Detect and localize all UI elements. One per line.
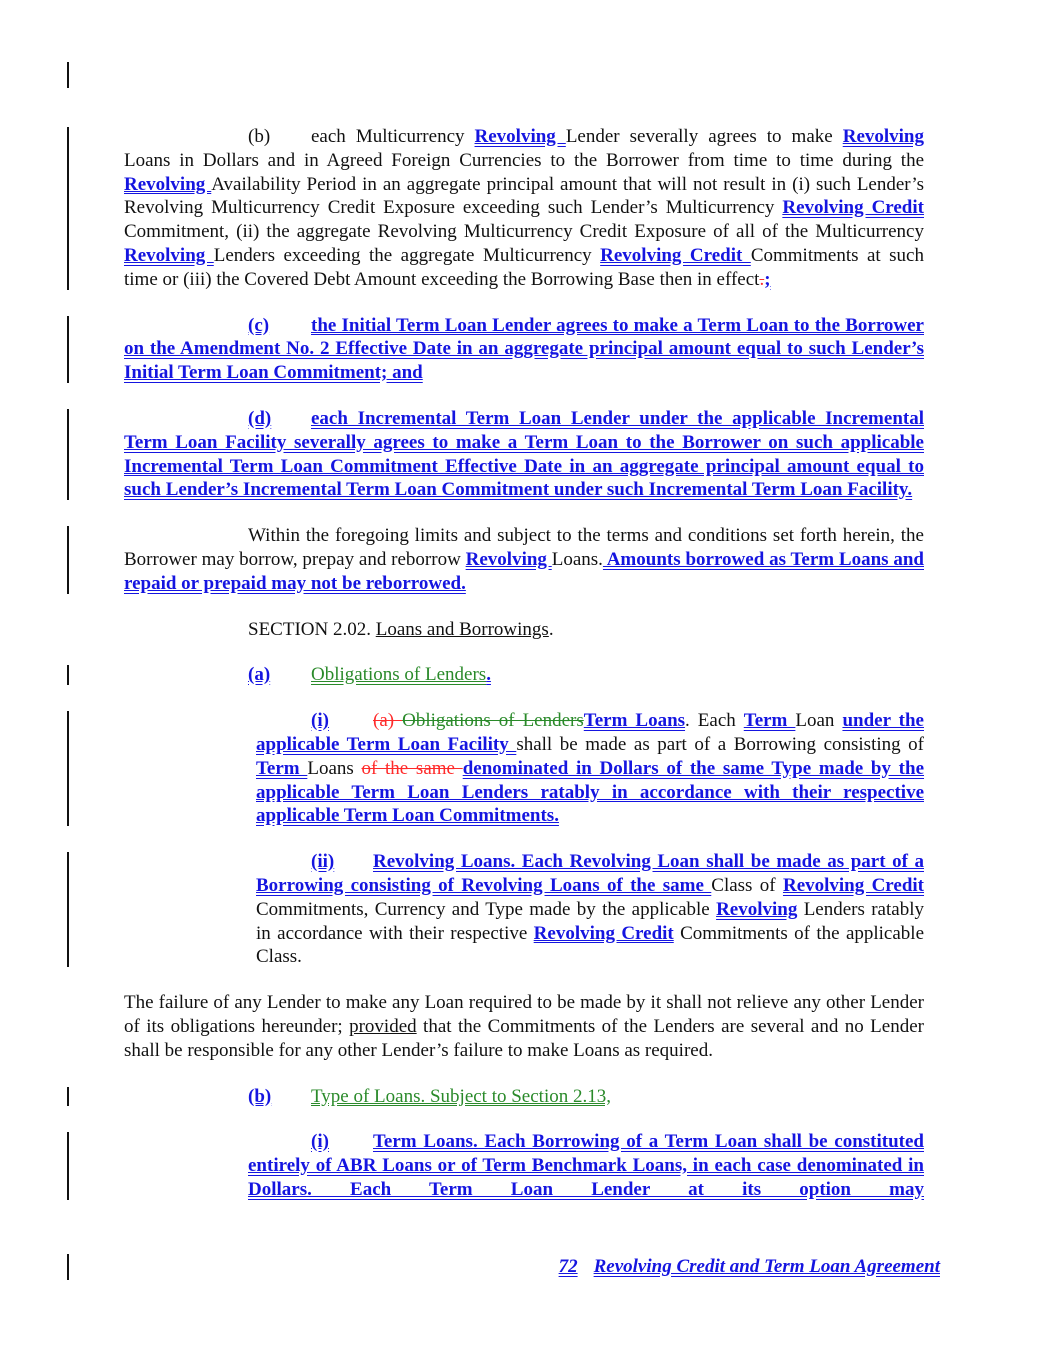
paragraph-failure (0, 991, 1055, 1062)
change-bar (67, 1254, 69, 1280)
clause-label: (b) (248, 1085, 272, 1107)
inserted-text: Revolving (124, 244, 214, 266)
text-run: Availability Period in an aggregate principal amount that will not result in (i) such Lender’s Revolving Multicurrency Credit Exposure exceeding such Lender’s Multicurrency (124, 173, 924, 219)
paragraph-a-ii (0, 850, 1055, 969)
text-run: Commitment, (ii) the aggregate Revolving Multicurrency Credit Exposure of all of the Multicurrency (124, 221, 924, 243)
paragraph-within (0, 524, 1055, 595)
inserted-text: Revolving Credit (782, 197, 924, 219)
paragraph-text (124, 408, 924, 500)
inserted-text: Revolving (842, 126, 924, 147)
inserted-text: Revolving (465, 548, 552, 570)
paragraph-text (124, 126, 924, 290)
clause-label: (c) (248, 314, 270, 336)
inserted-text: Term (743, 710, 796, 732)
inserted-text: denominated in Dollars of the same Type made by the applicable Term Loan Lenders ratably in accordance with their respective applicable Term Loan Commitments. (256, 757, 925, 827)
inserted-text: Revolving (474, 126, 566, 147)
clause-label: (ii) (311, 851, 335, 873)
inserted-text: Revolving (124, 173, 212, 195)
inserted-text: Term Loans. Each Borrowing of a Term Loan shall be constituted entirely of ABR Loans or of Term Benchmark Loans, in each case denominated in Dollars. Each Term Loan Lender at its option may (248, 1131, 924, 1200)
inserted-text: ; (764, 268, 771, 290)
text-run: Lenders ratably in accordance with their respective (256, 898, 924, 944)
paragraph-text (124, 315, 924, 384)
text-run: Lender severally agrees to make (565, 126, 843, 147)
inserted-text: each Incremental Term Loan Lender under the applicable Incremental Term Loan Facility severally agrees to make a Term Loan to the Borrower on such applicable Incremental Term Loan Commitment Effective Date in an aggregate principal amount equal to such Lender’s Incremental Term Loan Commitment under such Incremental Term Loan Facility. (124, 407, 924, 501)
inserted-text: Term Loans (583, 710, 686, 732)
inserted-text: Revolving Credit (600, 244, 751, 266)
text-run: Within the foregoing limits and subject to the terms and conditions set forth herein, the Borrower may borrow, prepay and reborrow (124, 525, 924, 570)
paragraph-b (0, 125, 1055, 292)
deleted-text: of the same (361, 757, 463, 779)
text-run: Class of (711, 874, 783, 896)
change-bar (67, 62, 69, 88)
text-run: . Each (685, 710, 744, 732)
text-run: Loan (795, 710, 843, 732)
paragraph-text (311, 1086, 611, 1107)
deleted-text: (a) (373, 710, 403, 732)
paragraph-text (248, 619, 554, 640)
clause-label: (a) (248, 664, 271, 686)
document-page (0, 125, 1055, 1224)
text-run: Commitments at such time or (iii) the Covered Debt Amount exceeding the Borrowing Base then in effect (124, 244, 924, 290)
clause-label: (i) (311, 710, 329, 732)
inserted-text: Revolving (716, 898, 798, 920)
underlined-text: Loans and Borrowings (375, 618, 549, 640)
moved-from-text: Obligations of Lenders (402, 710, 584, 732)
moved-to-text: Type of Loans. Subject to Section 2.13, (311, 1085, 611, 1107)
paragraph-b-type (0, 1085, 1055, 1109)
text-run: each Multicurrency (311, 126, 475, 147)
footer-title: Revolving Credit and Term Loan Agreement (593, 1256, 940, 1277)
paragraph-a (0, 663, 1055, 687)
text-run: Commitments of the applicable Class. (256, 922, 925, 968)
page-number: 72 (558, 1256, 578, 1277)
text-run: . (548, 618, 554, 640)
paragraph-text (124, 992, 924, 1061)
paragraph-text (124, 525, 924, 594)
moved-to-text: Obligations of Lenders (311, 664, 487, 686)
section-heading (0, 618, 1055, 642)
underlined-text: provided (349, 1015, 417, 1037)
inserted-text: Amounts borrowed as Term Loans and repaid or prepaid may not be reborrowed. (124, 548, 924, 594)
text-run: SECTION 2.02. (248, 618, 376, 640)
clause-label: (d) (248, 407, 272, 429)
inserted-text: . (486, 664, 491, 686)
text-run: that the Commitments of the Lenders are several and no Lender shall be responsible for any other Lender’s failure to make Loans as required. (124, 1015, 924, 1061)
text-run: shall be made as part of a Borrowing consisting of (516, 733, 925, 755)
deleted-text: . (759, 268, 765, 290)
text-run: Loans. (551, 548, 603, 570)
page-footer (559, 1256, 940, 1278)
text-run: Loans in Dollars and in Agreed Foreign Currencies to the Borrower from time to time during the (124, 149, 924, 171)
inserted-text: the Initial Term Loan Lender agrees to make a Term Loan to the Borrower on the Amendment No. 2 Effective Date in an aggregate principal amount equal to such Lender’s Initial Term Loan Commitment; and (124, 314, 924, 384)
paragraph-b-i (0, 1130, 1055, 1201)
text-run: Lenders exceeding the aggregate Multicurrency (213, 244, 601, 266)
inserted-text: Revolving Credit (782, 874, 925, 896)
inserted-text: Revolving Loans. Each Revolving Loan shall be made as part of a Borrowing consisting of Revolving Loans of the same (256, 851, 924, 896)
paragraph-text (311, 664, 491, 685)
paragraph-a-i (0, 709, 1055, 828)
inserted-text: Revolving Credit (533, 922, 674, 944)
clause-label: (i) (311, 1131, 329, 1153)
text-run: The failure of any Lender to make any Loan required to be made by it shall not relieve any other Lender of its obligations hereunder; (124, 992, 924, 1037)
text-run: Commitments, Currency and Type made by the applicable (256, 898, 717, 920)
clause-label: (b) (248, 126, 271, 147)
inserted-text: under the applicable Term Loan Facility (256, 710, 924, 755)
inserted-text: Term (256, 757, 308, 779)
paragraph-d (0, 407, 1055, 502)
text-run: Loans (307, 757, 362, 779)
paragraph-c (0, 314, 1055, 385)
